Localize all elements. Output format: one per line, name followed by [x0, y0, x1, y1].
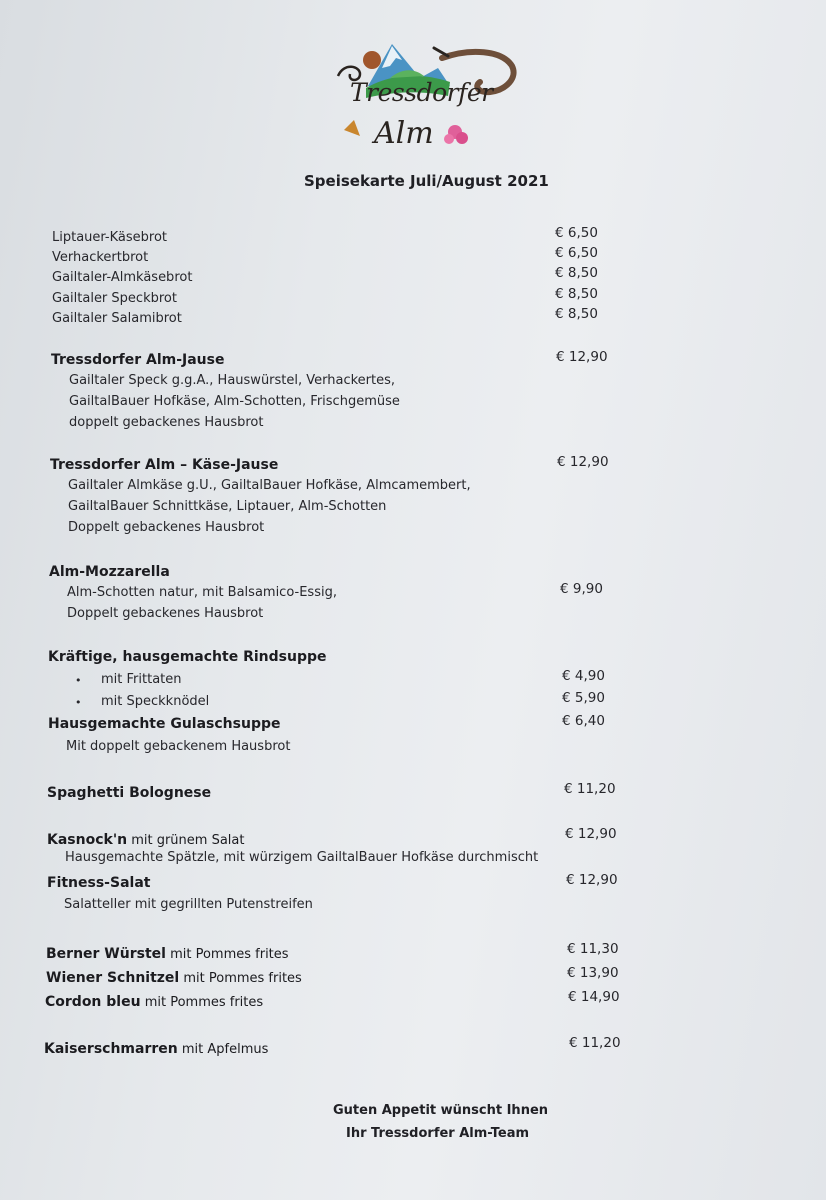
footer-greeting: Guten Appetit wünscht Ihnen	[333, 1103, 549, 1118]
menu-item-price: € 8,50	[555, 286, 598, 302]
menu-item-name: Alm-Mozzarella	[49, 564, 170, 580]
logo	[330, 38, 520, 158]
menu-item-option: mit Speckknödel	[101, 694, 210, 709]
menu-item-option: mit Frittaten	[101, 672, 182, 687]
menu-item-side: mit Pommes frites	[140, 995, 264, 1010]
menu-item-name: Kräftige, hausgemachte Rindsuppe	[48, 649, 327, 665]
menu-item-price: € 12,90	[556, 349, 608, 365]
menu-item-price: € 4,90	[562, 668, 605, 684]
menu-item-description: Doppelt gebackenes Hausbrot	[67, 606, 264, 621]
logo-text-tressdorfer: Tressdorfer	[350, 78, 493, 107]
footer-signature: Ihr Tressdorfer Alm-Team	[346, 1126, 530, 1141]
menu-item-price: € 6,50	[555, 245, 598, 261]
menu-item-name: Spaghetti Bolognese	[47, 785, 212, 801]
menu-item-price: € 6,40	[562, 713, 605, 729]
menu-item-description: Gailtaler Speck g.g.A., Hauswürstel, Verhackertes,	[69, 373, 396, 388]
menu-item-line	[47, 829, 244, 848]
menu-item-description: GailtalBauer Schnittkäse, Liptauer, Alm-Schotten	[68, 499, 387, 514]
menu-item-line	[46, 943, 289, 962]
bullet-point: •	[75, 674, 82, 687]
menu-item-name: Berner Würstel	[46, 946, 166, 962]
menu-item-description: Alm-Schotten natur, mit Balsamico-Essig,	[67, 585, 337, 600]
menu-item-price: € 11,30	[567, 941, 619, 957]
menu-item-price: € 11,20	[564, 781, 616, 797]
menu-item-description: Mit doppelt gebackenem Hausbrot	[66, 739, 291, 754]
menu-item-price: € 14,90	[568, 989, 620, 1005]
menu-item-name: Cordon bleu	[45, 994, 141, 1010]
menu-item-line	[45, 991, 263, 1010]
menu-item-side: mit Apfelmus	[177, 1042, 269, 1057]
bullet-point: •	[75, 696, 82, 709]
menu-item-price: € 11,20	[569, 1035, 621, 1051]
menu-item-name: Gailtaler Salamibrot	[52, 311, 182, 326]
menu-item-description: doppelt gebackenes Hausbrot	[69, 415, 264, 430]
menu-item-description: Hausgemachte Spätzle, mit würzigem GailtalBauer Hofkäse durchmischt	[65, 850, 539, 865]
menu-item-price: € 8,50	[555, 265, 598, 281]
menu-item-name: Liptauer-Käsebrot	[52, 230, 168, 245]
menu-item-name: Fitness-Salat	[47, 875, 151, 891]
menu-item-name: Gailtaler Speckbrot	[52, 291, 177, 306]
menu-item-line	[46, 967, 302, 986]
menu-item-price: € 8,50	[555, 306, 598, 322]
menu-item-price: € 12,90	[565, 826, 617, 842]
menu-title: Speisekarte Juli/August 2021	[304, 172, 549, 190]
menu-item-side: mit grünem Salat	[127, 833, 245, 848]
menu-item-name: Tressdorfer Alm-Jause	[51, 352, 225, 368]
menu-item-name: Kaiserschmarren	[44, 1041, 178, 1057]
menu-item-description: GailtalBauer Hofkäse, Alm-Schotten, Frischgemüse	[69, 394, 400, 409]
menu-item-price: € 13,90	[567, 965, 619, 981]
menu-item-side: mit Pommes frites	[179, 971, 302, 986]
menu-item-name: Hausgemachte Gulaschsuppe	[48, 716, 281, 732]
menu-item-description: Gailtaler Almkäse g.U., GailtalBauer Hofkäse, Almcamembert,	[68, 478, 471, 493]
menu-item-name: Verhackertbrot	[52, 250, 149, 265]
menu-item-price: € 12,90	[557, 454, 609, 470]
menu-item-description: Doppelt gebackenes Hausbrot	[68, 520, 265, 535]
menu-item-price: € 12,90	[566, 872, 618, 888]
menu-item-line	[44, 1038, 268, 1057]
menu-item-name: Kasnock'n	[47, 832, 128, 848]
menu-item-name: Tressdorfer Alm – Käse-Jause	[50, 457, 279, 473]
menu-item-price: € 9,90	[560, 581, 603, 597]
menu-item-description: Salatteller mit gegrillten Putenstreifen	[64, 897, 313, 912]
menu-item-price: € 6,50	[555, 225, 598, 241]
logo-text-alm: Alm	[374, 116, 434, 151]
menu-item-name: Wiener Schnitzel	[46, 970, 180, 986]
menu-item-name: Gailtaler-Almkäsebrot	[52, 270, 193, 285]
menu-item-side: mit Pommes frites	[165, 947, 289, 962]
menu-item-price: € 5,90	[562, 690, 605, 706]
